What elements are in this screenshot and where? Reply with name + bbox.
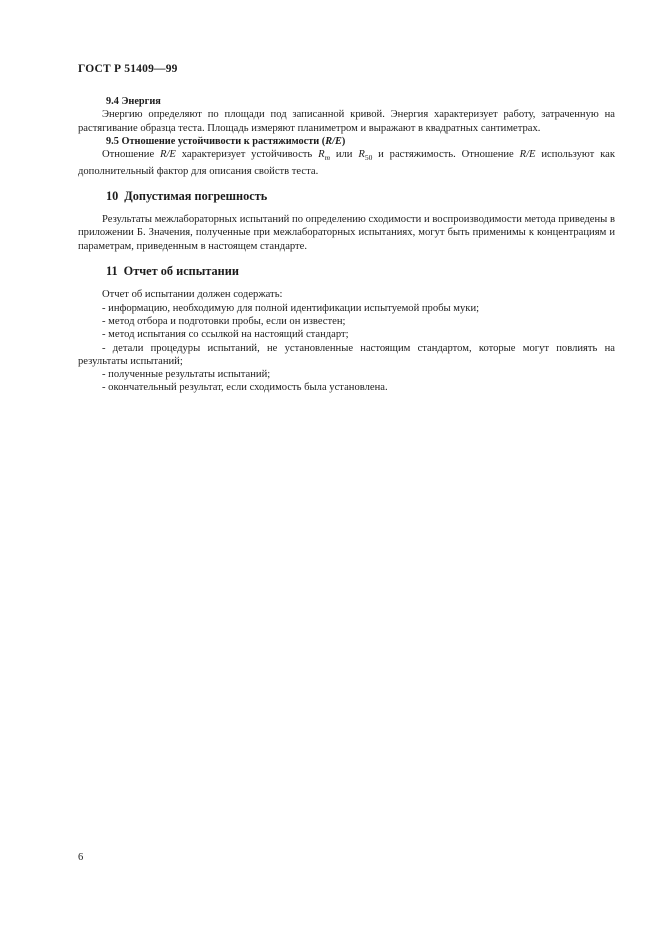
section-9-5-title-close: ) <box>341 135 346 147</box>
section-10-title: Допустимая погрешность <box>124 188 268 203</box>
section-11-number: 11 <box>106 264 118 279</box>
document-body <box>78 95 615 395</box>
text-fragment: и растяжимость. Отношение <box>372 149 520 161</box>
section-11-title: Отчет об испытании <box>123 264 239 279</box>
text-fragment: или <box>330 149 359 161</box>
list-item: - метод отбора и подготовки пробы, если он известен; <box>102 315 346 327</box>
section-9-5-text <box>78 148 615 178</box>
section-10-number: 10 <box>106 188 119 203</box>
section-9-5-title-ratio: R/E <box>325 135 342 147</box>
subscript-m: m <box>324 153 331 163</box>
section-9-4-title: 9.4 Энергия <box>106 96 161 107</box>
section-9-5-title <box>106 135 615 148</box>
section-10-heading <box>78 190 615 203</box>
list-item: - информацию, необходимую для полной идентификации испытуемой пробы муки; <box>102 302 480 314</box>
symbol-r: R <box>358 149 365 161</box>
list-item: - метод испытания со ссылкой на настоящий стандарт; <box>102 329 349 341</box>
ratio-re: R/E <box>159 149 176 161</box>
text-fragment: Отношение <box>102 149 160 161</box>
section-9-4-text: Энергию определяют по площади под записанной кривой. Энергия характеризует работу, затраченную на растягивание образца теста. Площадь измеряют планиметром и выражают в квадратных сантиметрах. <box>78 109 615 134</box>
text-fragment: характеризует устойчивость <box>175 149 319 161</box>
section-11-intro: Отчет об испытании должен содержать: <box>102 289 283 301</box>
list-item: - полученные результаты испытаний; <box>102 369 271 381</box>
section-10-text: Результаты межлабораторных испытаний по определению сходимости и воспроизводимости метода приведены в приложении Б. Значения, полученные при межлабораторных испытаниях, могут быть применимы к концентрациям и параметрам, приведенным в настоящем стандарте. <box>78 214 615 252</box>
document-header: ГОСТ Р 51409—99 <box>78 63 178 75</box>
symbol-r: R <box>318 149 325 161</box>
ratio-re: R/E <box>519 149 536 161</box>
list-item: - окончательный результат, если сходимость была установлена. <box>102 382 388 394</box>
subscript-50: 50 <box>364 153 373 163</box>
section-9-5-title-main: 9.5 Отношение устойчивости к растяжимости ( <box>106 135 326 147</box>
list-item: - детали процедуры испытаний, не установленные настоящим стандартом, которые могут повлиять на результаты испытаний; <box>78 342 615 367</box>
text-fragment: используют как дополнительный фактор для описания свойств теста. <box>78 149 615 177</box>
page-number: 6 <box>78 852 84 863</box>
section-11-heading <box>78 265 615 278</box>
